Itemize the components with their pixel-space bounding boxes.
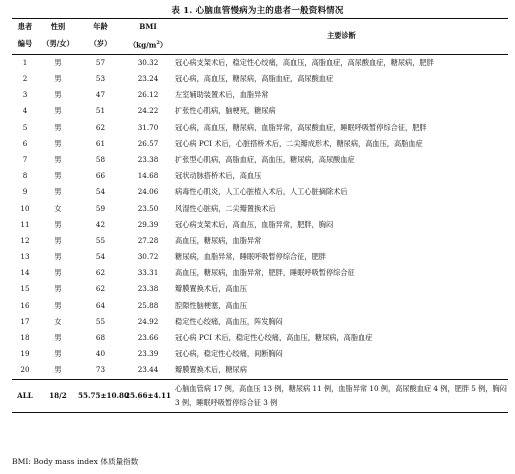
patient-sex: 男: [54, 252, 62, 262]
header-diagnosis: 主要诊断: [173, 19, 508, 55]
patient-diagnosis: 腔隙性脑梗塞，高血压: [175, 300, 247, 310]
patient-sex: 男: [54, 122, 62, 132]
patient-bmi: 31.70: [137, 122, 159, 132]
patient-diagnosis: 病毒性心肌炎，人工心脏植入术后，人工心脏摘除术后: [175, 187, 348, 197]
patient-age: 42: [95, 219, 106, 229]
patient-diagnosis: 冠心病，高血压，糖尿病，血脂异常，高尿酸血症，睡眠呼吸暂停综合征，肥胖: [175, 122, 427, 132]
header-bmi-unit-sup: 2: [156, 40, 160, 47]
patient-sex: 男: [54, 106, 62, 116]
summary-id: ALL: [12, 379, 38, 412]
patient-bmi: 23.38: [137, 154, 159, 164]
patient-bmi: 25.88: [137, 300, 159, 310]
patient-id: 1: [22, 57, 28, 67]
patient-id: 14: [20, 268, 30, 278]
patient-bmi: 24.92: [137, 316, 159, 326]
header-bmi-line1: BMI: [123, 19, 173, 36]
table-row: [12, 168, 508, 184]
patient-sex: 男: [54, 284, 62, 294]
table-row: [12, 233, 508, 249]
header-bmi-unit-end: ）: [159, 40, 168, 50]
patient-sex: 男: [54, 365, 62, 375]
patient-sex: 男: [54, 90, 62, 100]
patient-age: 57: [95, 57, 106, 67]
patient-sex: 女: [54, 203, 62, 213]
patient-sex: 男: [54, 138, 62, 148]
patient-sex: 女: [54, 316, 62, 326]
patient-bmi: 23.24: [137, 74, 159, 84]
table-row: [12, 330, 508, 346]
patient-diagnosis: 冠心病，稳定性心绞痛，间断胸闷: [175, 349, 283, 359]
patient-sex: 男: [54, 187, 62, 197]
patient-age: 62: [95, 268, 106, 278]
patient-id: 7: [22, 154, 28, 164]
table-row: [12, 346, 508, 362]
header-id-line2: 编号: [12, 35, 38, 55]
patient-age: 66: [95, 171, 106, 181]
patient-bmi: 30.72: [137, 252, 159, 262]
patient-id: 10: [20, 203, 30, 213]
patient-sex: 男: [54, 219, 62, 229]
patient-sex: 男: [54, 349, 62, 359]
patient-diagnosis: 高血压，糖尿病，血脂异常: [175, 235, 262, 245]
summary-row: [12, 379, 508, 412]
table-row: [12, 136, 508, 152]
header-age-line1: 年龄: [78, 19, 123, 36]
table-row: [12, 298, 508, 314]
patient-age: 59: [95, 203, 106, 213]
patient-age: 40: [95, 349, 106, 359]
patient-age: 61: [95, 138, 106, 148]
summary-sex: 18/2: [38, 379, 78, 412]
patient-id: 6: [22, 138, 28, 148]
patient-age: 58: [95, 154, 106, 164]
table-row: [12, 71, 508, 87]
patient-age: 53: [95, 74, 106, 84]
patient-sex: 男: [54, 57, 62, 67]
patient-age: 64: [95, 300, 106, 310]
patient-age: 55: [95, 235, 106, 245]
patient-sex: 男: [54, 333, 62, 343]
table-caption: 表 1. 心脑血管慢病为主的患者一般资料情况: [171, 6, 344, 16]
table-row: [12, 104, 508, 120]
patient-id: 16: [20, 300, 30, 310]
patient-diagnosis: 瓣膜置换术后，高血压: [175, 284, 247, 294]
patient-bmi: 24.22: [137, 106, 159, 116]
patient-age: 54: [95, 252, 106, 262]
patient-bmi: 26.57: [137, 138, 159, 148]
patient-diagnosis: 冠心病支架术后，稳定性心绞痛，高血压，高脂血症，高尿酸血症，糖尿病，肥胖: [175, 57, 434, 67]
header-id-line1: 患者: [12, 19, 38, 36]
header-age-line2: （岁）: [78, 35, 123, 55]
patient-id: 19: [20, 349, 30, 359]
patient-id: 13: [20, 252, 30, 262]
patient-id: 11: [20, 219, 30, 229]
patient-diagnosis: 风湿性心脏病，二尖瓣置换术后: [175, 203, 276, 213]
patient-bmi: 23.66: [137, 333, 159, 343]
table-row: [12, 217, 508, 233]
patient-sex: 男: [54, 74, 62, 84]
patient-id: 12: [20, 235, 30, 245]
patient-diagnosis: 冠状动脉搭桥术后，高血压: [175, 171, 262, 181]
patient-diagnosis: 扩张型心肌病，高脂血症，高血压，糖尿病，高尿酸血症: [175, 154, 355, 164]
header-sex-line2: （男/女）: [38, 35, 78, 55]
patient-sex: 男: [54, 268, 62, 278]
table-row: [12, 201, 508, 217]
patient-bmi: 23.39: [137, 349, 159, 359]
patient-diagnosis: 冠心病，高血压，糖尿病，高脂血症，高尿酸血症: [175, 74, 334, 84]
patient-bmi: 23.38: [137, 284, 159, 294]
table-row: [12, 152, 508, 168]
patient-diagnosis: 瓣膜置换术后，糖尿病: [175, 365, 247, 375]
table-row: [12, 120, 508, 136]
header-row-1: [12, 19, 508, 36]
patient-age: 51: [95, 106, 106, 116]
patient-id: 15: [20, 284, 30, 294]
patient-bmi: 27.28: [137, 235, 159, 245]
patient-info-table: [12, 18, 508, 413]
table-row: [12, 363, 508, 380]
patient-age: 47: [95, 90, 106, 100]
patient-diagnosis: 冠心病 PCI 术后，稳定性心绞痛，高血压，糖尿病，高脂血症: [175, 333, 373, 343]
patient-sex: 男: [54, 171, 62, 181]
patient-id: 5: [22, 122, 28, 132]
patient-age: 73: [95, 365, 106, 375]
table-body: [12, 55, 508, 413]
table-row: [12, 282, 508, 298]
patient-sex: 男: [54, 235, 62, 245]
header-sex-line1: 性别: [38, 19, 78, 36]
table-row: [12, 55, 508, 72]
patient-age: 62: [95, 284, 106, 294]
table-row: [12, 314, 508, 330]
patient-bmi: 29.39: [137, 219, 159, 229]
patient-diagnosis: 扩张性心肌病，脑梗死，糖尿病: [175, 106, 276, 116]
patient-age: 55: [95, 316, 106, 326]
table-row: [12, 185, 508, 201]
patient-bmi: 14.68: [137, 171, 159, 181]
patient-diagnosis: 稳定性心绞痛，高血压，阵发胸闷: [175, 316, 283, 326]
table-footnote: BMI: Body mass index 体质量指数: [12, 457, 139, 466]
patient-sex: 男: [54, 154, 62, 164]
header-bmi-line2: [123, 35, 173, 55]
patient-age: 62: [95, 122, 106, 132]
table-row: [12, 87, 508, 103]
patient-id: 8: [22, 171, 28, 181]
patient-bmi: 24.06: [137, 187, 159, 197]
header-bmi-unit: （kg/m: [128, 40, 157, 50]
summary-age: 55.75±10.80: [78, 379, 123, 412]
patient-sex: 男: [54, 300, 62, 310]
patient-diagnosis: 冠心病 PCI 术后，心脏搭桥术后，二尖瓣成形术，糖尿病，高血压，高脂血症: [175, 138, 423, 148]
patient-diagnosis: 左室辅助装置术后，血脂异常: [175, 90, 269, 100]
patient-bmi: 30.32: [137, 57, 159, 67]
patient-bmi: 23.50: [137, 203, 159, 213]
patient-bmi: 26.12: [137, 90, 159, 100]
patient-diagnosis: 冠心病支架术后，高血压，血脂异常，肥胖，胸闷: [175, 219, 334, 229]
patient-id: 2: [22, 74, 28, 84]
patient-age: 68: [95, 333, 106, 343]
patient-id: 4: [22, 106, 28, 116]
patient-diagnosis: 高血压，糖尿病，血脂异常，肥胖，睡眠呼吸暂停综合征: [175, 268, 355, 278]
summary-diagnosis: 心脑血管病 17 例，高血压 13 例，糖尿病 11 例，血脂异常 10 例，高尿酸血症 4 例，肥胖 5 例，胸闷 3 例，睡眠呼吸暂停综合征 3 例: [173, 379, 508, 412]
table-row: [12, 249, 508, 265]
patient-bmi: 23.44: [137, 365, 159, 375]
patient-age: 54: [95, 187, 106, 197]
patient-bmi: 33.31: [137, 268, 159, 278]
patient-id: 3: [22, 90, 28, 100]
summary-bmi: 25.66±4.11: [123, 379, 173, 412]
patient-diagnosis: 糖尿病，血脂异常，睡眠呼吸暂停综合征，肥胖: [175, 252, 326, 262]
patient-id: 9: [22, 187, 28, 197]
patient-id: 20: [20, 365, 30, 375]
table-row: [12, 265, 508, 281]
patient-id: 17: [20, 316, 30, 326]
patient-id: 18: [20, 333, 30, 343]
